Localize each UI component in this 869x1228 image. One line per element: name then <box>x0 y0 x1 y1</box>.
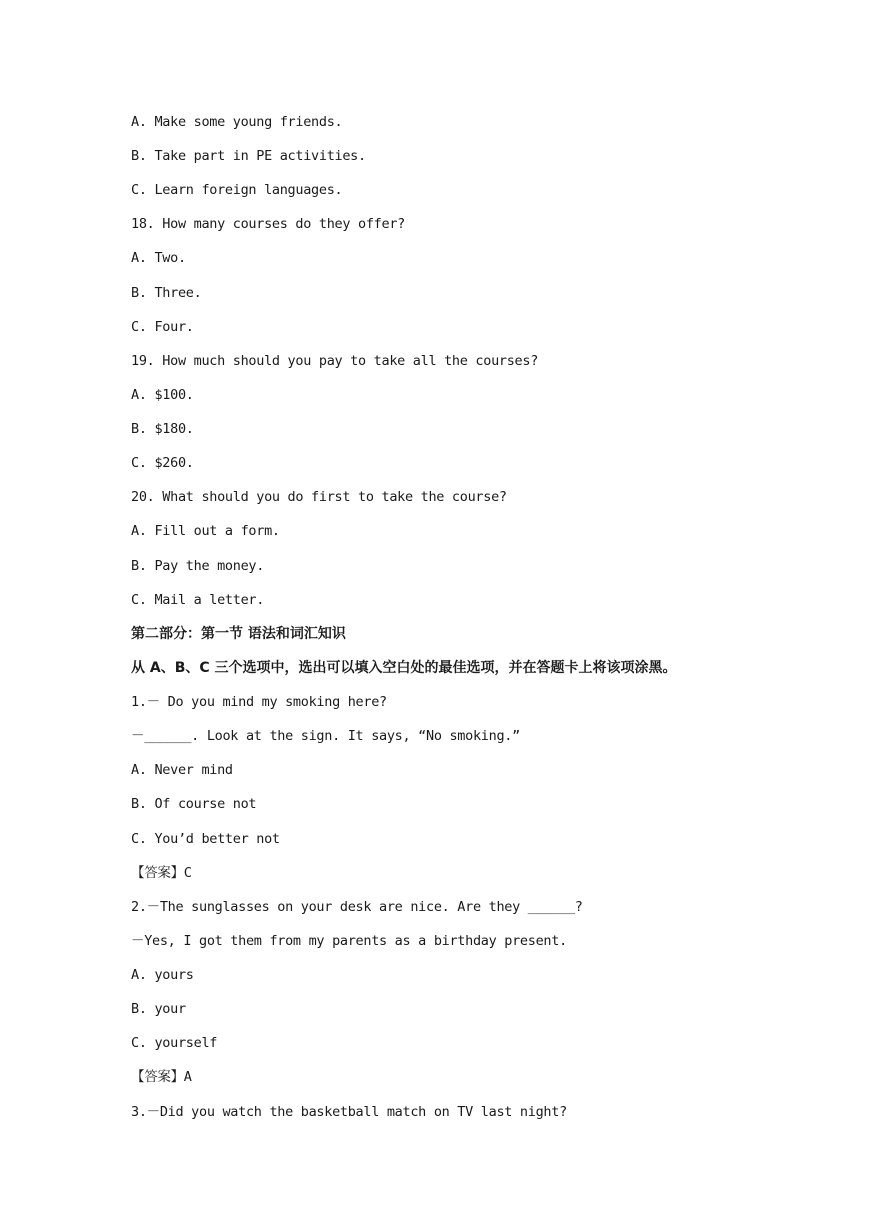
section-heading: 第二部分：第一节 语法和词汇知识 <box>131 626 346 642</box>
option-1b: B. Of course not <box>131 796 257 812</box>
option-20a: A. Fill out a form. <box>131 523 280 539</box>
question-19: 19. How much should you pay to take all the courses? <box>131 353 539 369</box>
question-2: 2.－The sunglasses on your desk are nice. Are they ______? <box>131 899 583 915</box>
option-16c: C. Learn foreign languages. <box>131 182 343 198</box>
option-18a: A. Two. <box>131 250 186 266</box>
option-18c: C. Four. <box>131 319 194 335</box>
question-2-response: －Yes, I got them from my parents as a birthday present. <box>131 933 567 949</box>
answer-2: 【答案】A <box>131 1069 192 1085</box>
answer-1: 【答案】C <box>131 865 192 881</box>
option-1a: A. Never mind <box>131 762 233 778</box>
section-instructions: 从 A、B、C 三个选项中，选出可以填入空白处的最佳选项，并在答题卡上将该项涂黑。 <box>131 660 677 676</box>
option-19c: C. $260. <box>131 455 194 471</box>
question-20: 20. What should you do first to take the course? <box>131 489 507 505</box>
option-20c: C. Mail a letter. <box>131 592 265 608</box>
question-18: 18. How many courses do they offer? <box>131 216 405 232</box>
option-2b: B. your <box>131 1001 186 1017</box>
question-1: 1.－ Do you mind my smoking here? <box>131 694 387 710</box>
option-2a: A. yours <box>131 967 194 983</box>
option-1c: C. You’d better not <box>131 831 280 847</box>
option-16a: A. Make some young friends. <box>131 114 343 130</box>
option-18b: B. Three. <box>131 285 202 301</box>
option-19a: A. $100. <box>131 387 194 403</box>
option-2c: C. yourself <box>131 1035 218 1051</box>
option-19b: B. $180. <box>131 421 194 437</box>
question-3: 3.－Did you watch the basketball match on TV last night? <box>131 1104 567 1120</box>
option-20b: B. Pay the money. <box>131 558 265 574</box>
question-1-response: －______. Look at the sign. It says, “No smoking.” <box>131 728 520 744</box>
option-16b: B. Take part in PE activities. <box>131 148 366 164</box>
